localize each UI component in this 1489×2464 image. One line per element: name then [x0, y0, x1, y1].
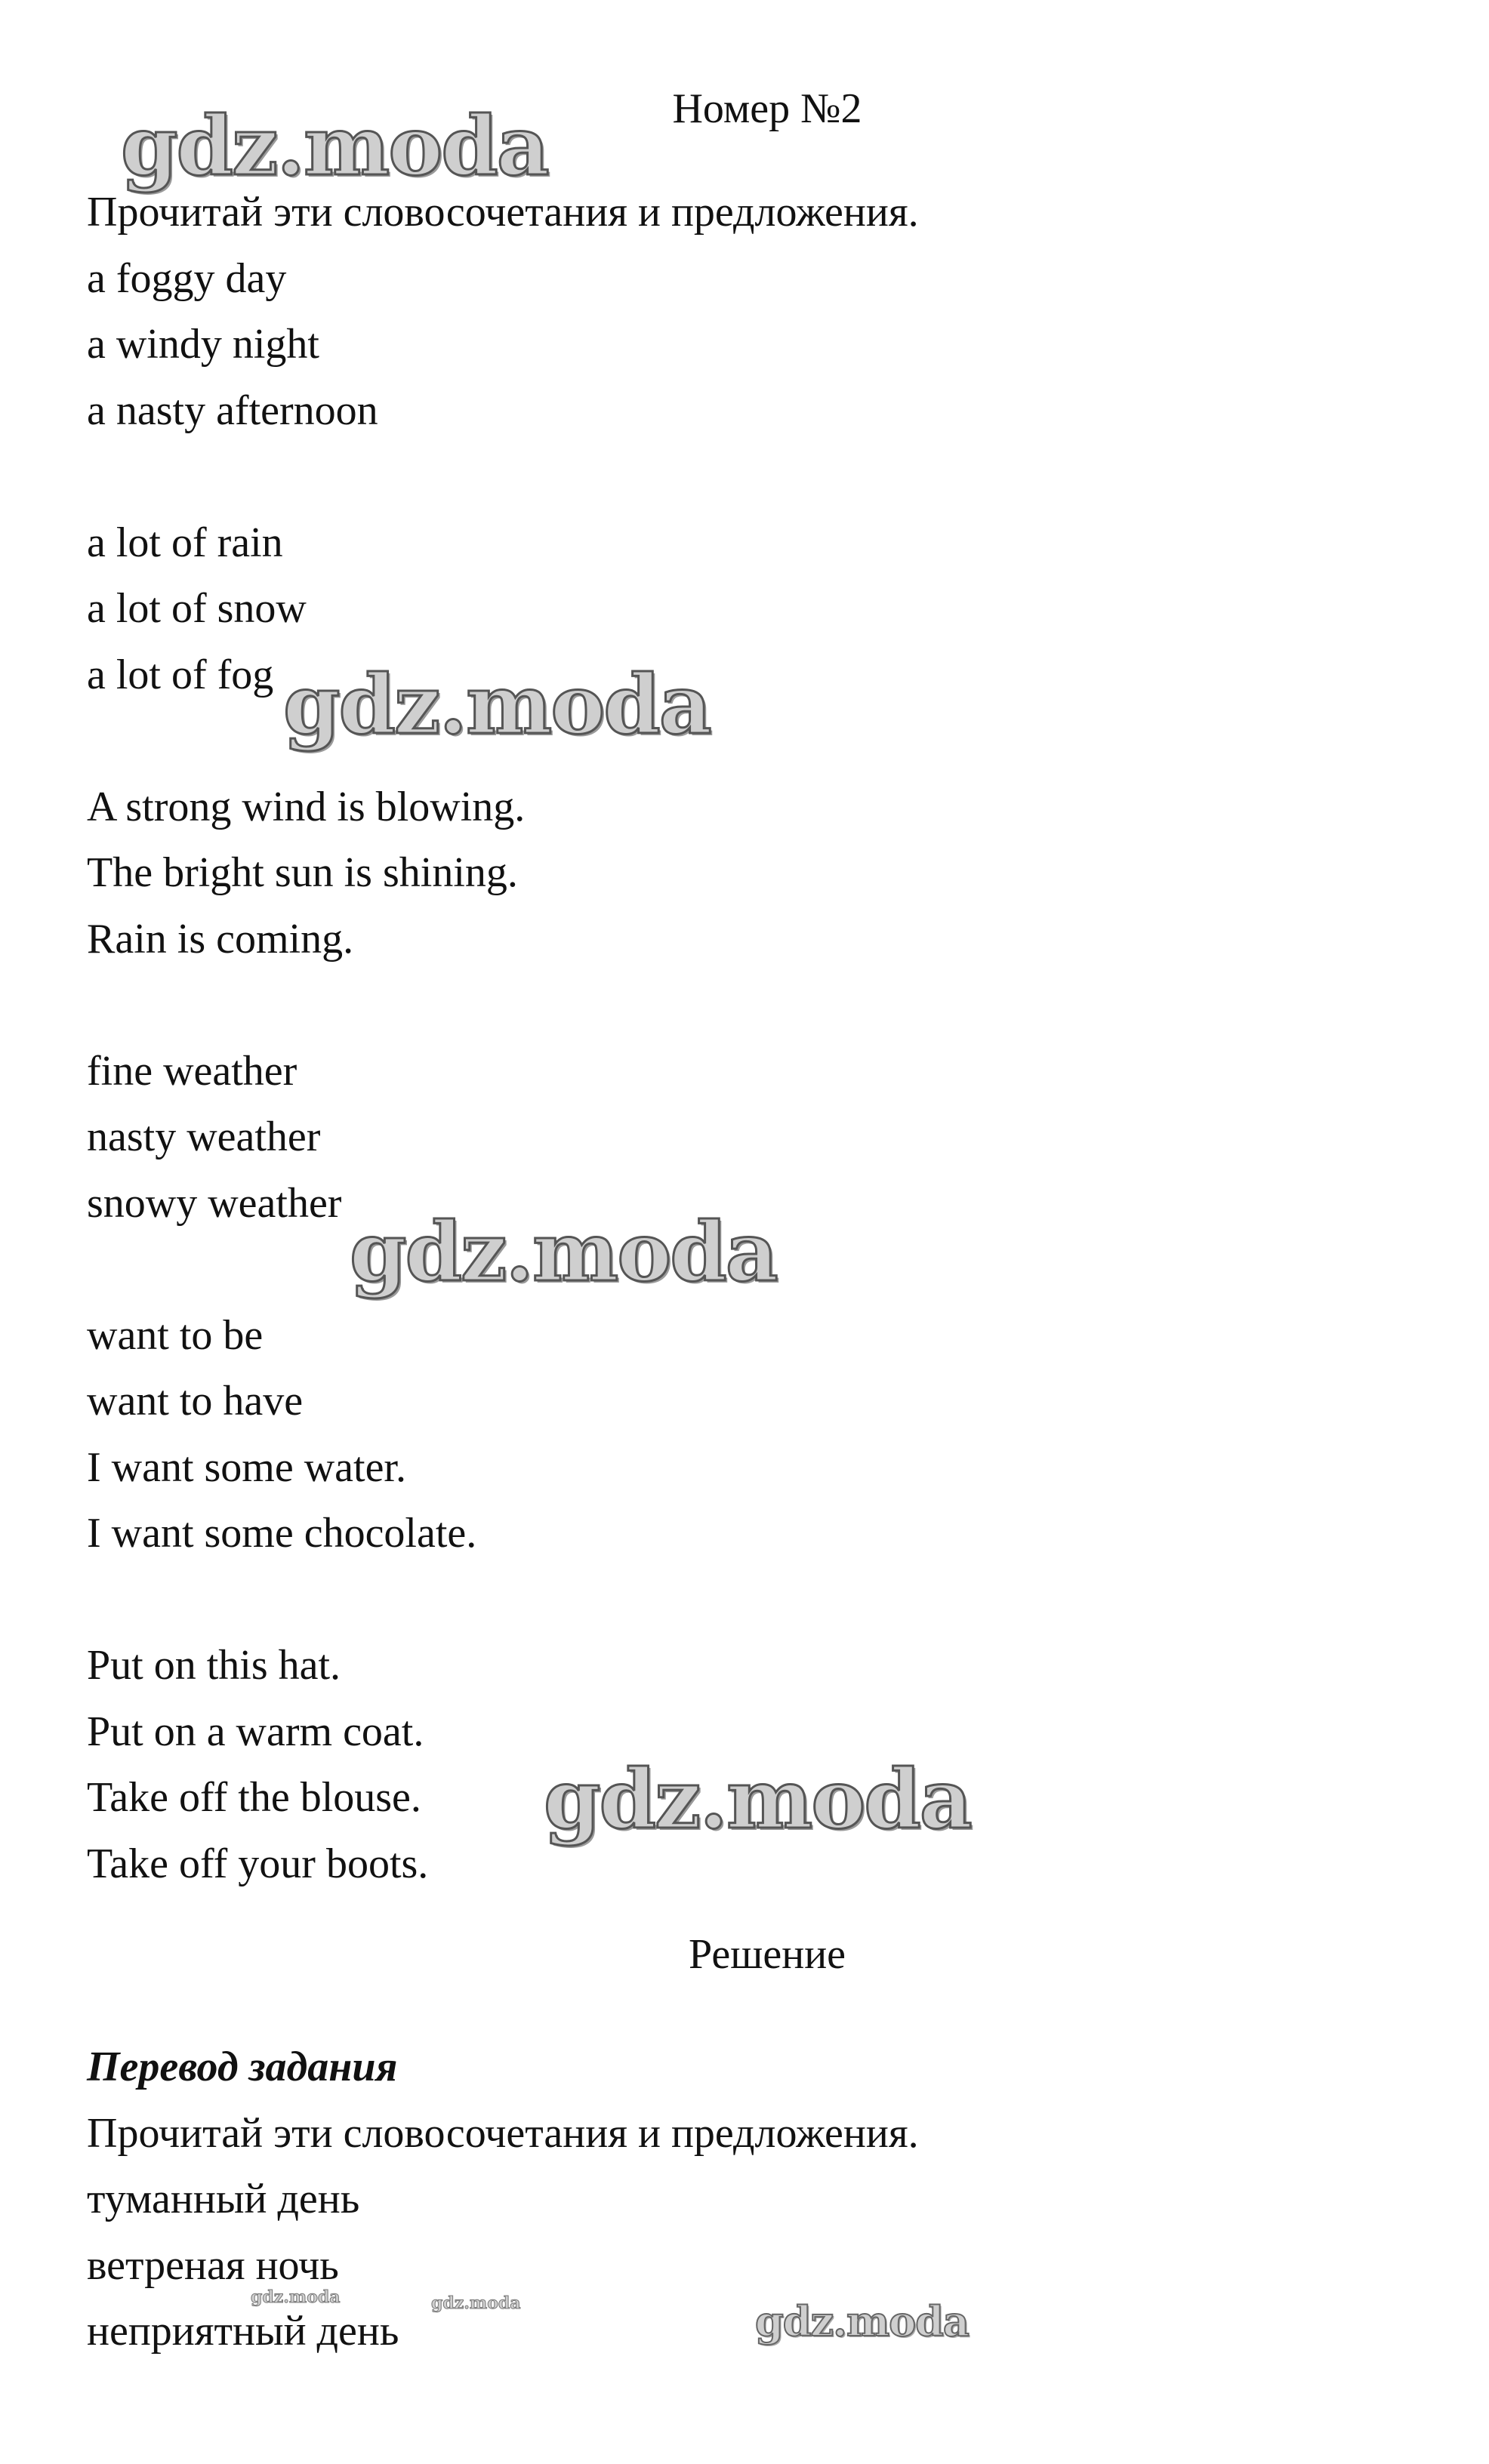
watermark-logo: gdz.moda	[755, 2297, 969, 2345]
translation-line: ветреная ночь	[87, 2241, 339, 2289]
watermark-logo: gdz.moda	[283, 658, 711, 753]
task-instruction: Прочитай эти словосочетания и предложения.	[87, 189, 919, 236]
translation-heading: Перевод задания	[87, 2044, 398, 2090]
watermark-logo: gdz.moda	[121, 99, 548, 194]
watermark-logo: gdz.moda	[544, 1752, 971, 1847]
phrase-line: I want some water.	[87, 1443, 406, 1491]
phrase-line: a foggy day	[87, 254, 287, 302]
page-title: Номер №2	[672, 85, 862, 132]
watermark-logo: gdz.moda	[431, 2293, 521, 2313]
task-content	[87, 180, 1370, 1897]
watermark-logo: gdz.moda	[251, 2287, 341, 2307]
phrase-line: Take off your boots.	[87, 1840, 429, 1887]
phrase-line: fine weather	[87, 1047, 297, 1095]
watermark-logo: gdz.moda	[350, 1205, 777, 1300]
phrase-line: want to be	[87, 1311, 264, 1359]
phrase-line: Take off the blouse.	[87, 1774, 421, 1821]
solution-label: Решение	[688, 1931, 846, 1978]
spacer	[87, 1567, 1370, 1634]
translation-section	[87, 2034, 1370, 2365]
phrase-line: nasty weather	[87, 1113, 321, 1160]
spacer	[87, 708, 1370, 775]
phrase-line: a lot of snow	[87, 585, 307, 632]
phrase-line: Rain is coming.	[87, 915, 354, 962]
phrase-line: I want some chocolate.	[87, 1510, 477, 1557]
phrase-line: a windy night	[87, 321, 319, 368]
phrase-line: a lot of rain	[87, 519, 283, 566]
phrase-line: want to have	[87, 1378, 304, 1424]
phrase-line: Put on this hat.	[87, 1642, 341, 1689]
phrase-line: Put on a warm coat.	[87, 1708, 424, 1755]
phrase-line: snowy weather	[87, 1179, 342, 1227]
translation-instruction: Прочитай эти словосочетания и предложения.	[87, 2109, 919, 2157]
phrase-line: The bright sun is shining.	[87, 849, 518, 896]
phrase-line: a nasty afternoon	[87, 387, 378, 434]
phrase-line: A strong wind is blowing.	[87, 783, 526, 830]
translation-line: неприятный день	[87, 2308, 399, 2355]
spacer	[87, 972, 1370, 1039]
translation-line: туманный день	[87, 2176, 360, 2222]
spacer	[87, 444, 1370, 510]
phrase-line: a lot of fog	[87, 651, 274, 698]
